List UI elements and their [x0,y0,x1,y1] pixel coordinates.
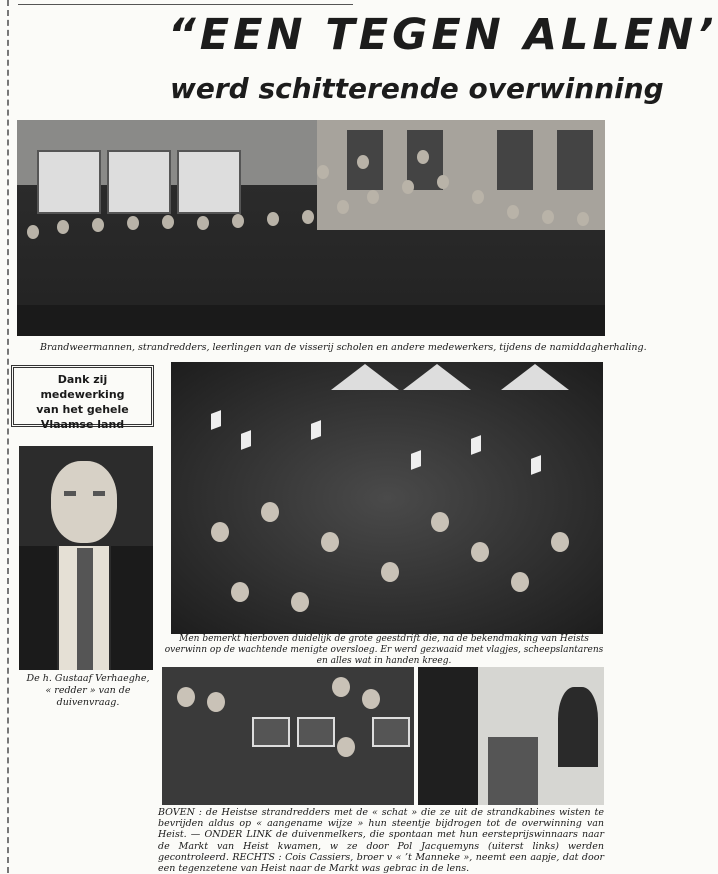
window [557,130,593,190]
pigeon-basket [372,717,410,747]
beach-cabin [107,150,171,214]
info-box-line: van het gehele [36,403,129,416]
headline-sub: werd schitterende overwinning [170,72,664,105]
caption-crowd: Men bemerkt hierboven duidelijk de grote geestdrift die, na de bekendmaking van Heists overwinn op de wachtende menigte oversloeg. Er werd gezwaaid met vlagjes, scheepslantarens en alles wat in handen kreeg. [164,634,604,666]
caption-portrait: De h. Gustaaf Verhaeghe, « redder » van de duivenvraag. [26,673,150,708]
tent [501,364,569,390]
pigeon-basket [252,717,290,747]
beach-cabin [177,150,241,214]
caption-bottom: BOVEN : de Heistse strandredders met de « schat » die ze uit de strandkabines wisten te bevrijden aldus op « aangename wijze » hun steentje bijdrogen tot de overwinning van Heist. — ONDER LINK de duivenmelkers, die spontaan met hun eersteprijswinnaars naar de Markt van Heist kwamen, w ze door Pol Jacquemyns (uiterst links) werden gecontroleerd. RECHTS : Cois Cassiers, broer v « ’t Manneke », neemt een aapje, dat door een tegenzetene van Heist naar de Markt was gebrac in de lens. [158,807,604,874]
caption-firemen: Brandweermannen, strandredders, leerlingen van de visserij scholen en andere medewerkers, tijdens de namiddagherhaling. [40,342,647,353]
portrait-tie [77,548,93,670]
info-box [11,365,154,431]
tent [331,364,399,390]
photo-portrait-verhaeghe [19,446,153,670]
window [497,130,533,190]
photo-monkey-cameraman [418,667,604,805]
tent [403,364,471,390]
photo-firemen-group [17,120,605,336]
pigeon-basket [297,717,335,747]
cut-line [7,0,9,873]
headline-main: “EEN TEGEN ALLEN’ [168,10,718,60]
photo-cheering-crowd [171,362,603,634]
beach-cabin [37,150,101,214]
info-box-line: Dank zij medewerking [40,373,125,401]
portrait-head [51,461,117,543]
ground [17,305,605,336]
photo-pigeon-fanciers [162,667,414,805]
top-rule [18,4,353,5]
info-box-line: Vlaamse land [40,418,125,431]
